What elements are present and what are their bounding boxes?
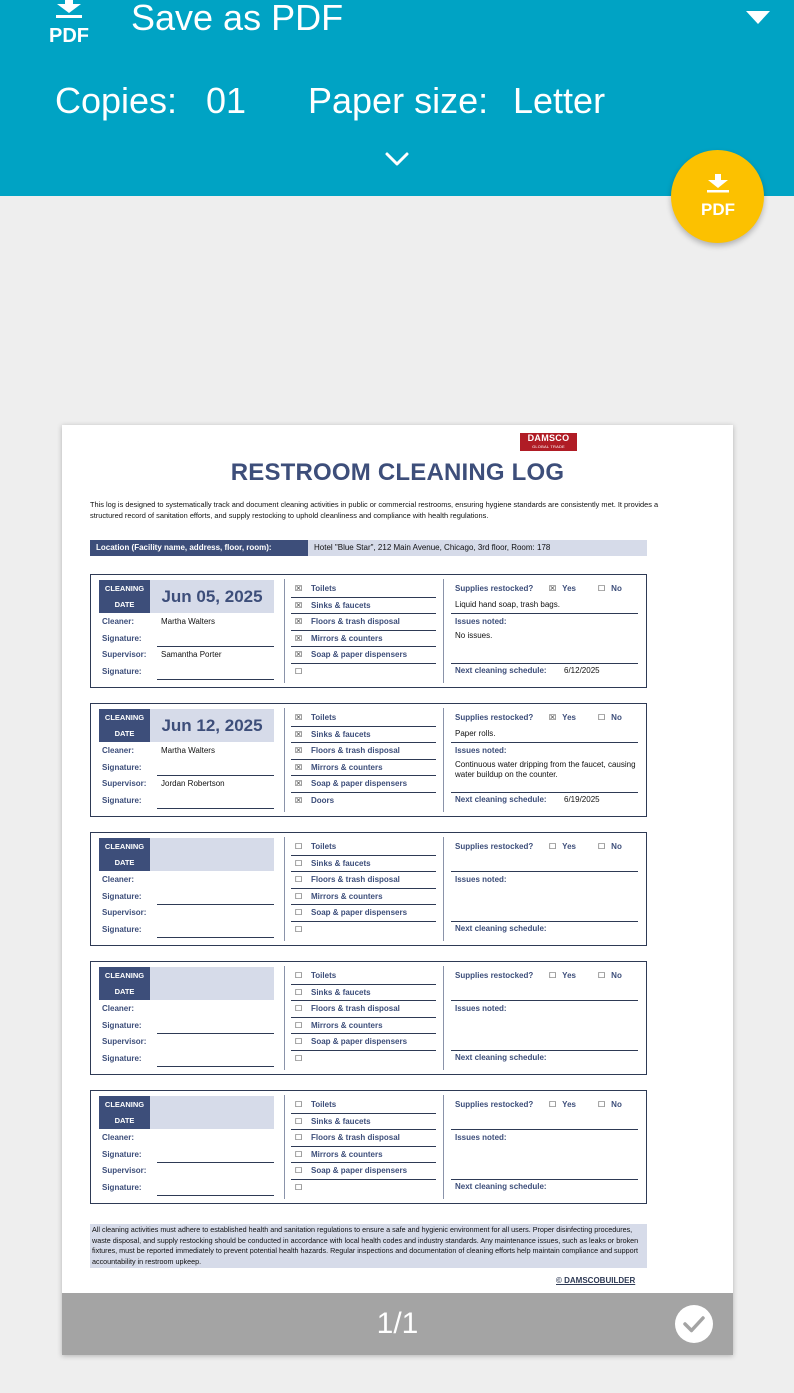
yes-label: Yes <box>562 971 576 980</box>
task-checkbox <box>295 1117 435 1129</box>
page-count: 1/1 <box>376 1307 419 1340</box>
task-checkbox <box>295 779 435 791</box>
signature-line <box>157 1195 274 1196</box>
supplies-no-option <box>598 713 622 722</box>
yes-label: Yes <box>562 713 576 722</box>
signature-label: Signature: <box>102 1021 142 1030</box>
column-divider <box>284 708 285 812</box>
column-divider <box>443 579 444 683</box>
next-schedule-label: Next cleaning schedule: <box>455 1053 547 1062</box>
supplies-underline <box>451 613 638 614</box>
supplies-no-option <box>598 971 622 980</box>
checkbox-icon: ☒ <box>549 584 557 593</box>
task-checkbox <box>295 842 435 854</box>
supplies-underline <box>451 871 638 872</box>
yes-label: Yes <box>562 584 576 593</box>
supplies-underline <box>451 1000 638 1001</box>
download-pdf-button[interactable] <box>671 150 764 243</box>
task-underline <box>291 984 436 985</box>
copies-label: Copies: <box>55 80 178 121</box>
checkbox-icon: ☐ <box>598 584 606 593</box>
date-field <box>150 709 274 742</box>
checkbox-icon: ☐ <box>549 971 557 980</box>
supplies-label: Supplies restocked? <box>455 971 534 980</box>
cleaning-entry <box>90 961 647 1075</box>
checkbox-icon: ☒ <box>295 634 303 643</box>
date-value <box>150 967 274 1000</box>
supervisor-label: Supervisor: <box>102 779 147 788</box>
signature-line <box>157 904 274 905</box>
signature-label: Signature: <box>102 763 142 772</box>
task-underline <box>291 1162 436 1163</box>
checkbox-icon: ☐ <box>295 1021 303 1030</box>
task-checkbox <box>295 988 435 1000</box>
supplies-underline <box>451 742 638 743</box>
checkbox-icon: ☐ <box>295 1037 303 1046</box>
checkbox-icon: ☐ <box>295 1150 303 1159</box>
cleaning-entry <box>90 832 647 946</box>
brand-subtitle: GLOBAL TRADE <box>532 444 565 449</box>
checkbox-icon: ☐ <box>598 842 606 851</box>
supervisor-name: Samantha Porter <box>161 650 222 659</box>
supervisor-label: Supervisor: <box>102 1037 147 1046</box>
task-label: Floors & trash disposal <box>311 875 400 884</box>
checkbox-icon: ☐ <box>598 1100 606 1109</box>
checkbox-icon: ☐ <box>295 971 303 980</box>
task-label: Mirrors & counters <box>311 1021 383 1030</box>
task-underline <box>291 855 436 856</box>
checkbox-icon: ☒ <box>295 746 303 755</box>
destination-select[interactable]: Save as PDF <box>131 0 344 38</box>
next-schedule-value: 6/19/2025 <box>564 795 600 804</box>
task-underline <box>291 1113 436 1114</box>
date-field <box>150 580 274 613</box>
task-underline <box>291 921 436 922</box>
issues-underline <box>451 1050 638 1051</box>
task-label: Soap & paper dispensers <box>311 779 408 788</box>
task-checkbox <box>295 1150 435 1162</box>
column-divider <box>284 837 285 941</box>
checkbox-icon: ☐ <box>295 1004 303 1013</box>
cleaning-label: CLEANING <box>99 967 150 984</box>
checkbox-icon: ☐ <box>549 1100 557 1109</box>
task-label: Sinks & faucets <box>311 601 371 610</box>
checkbox-icon: ☐ <box>295 892 303 901</box>
signature-label: Signature: <box>102 1183 142 1192</box>
issues-underline <box>451 1179 638 1180</box>
task-checkbox <box>295 1183 435 1195</box>
task-underline <box>291 1017 436 1018</box>
column-divider <box>443 837 444 941</box>
supplies-yes-option <box>549 842 576 851</box>
checkbox-icon: ☐ <box>295 875 303 884</box>
checkbox-icon: ☐ <box>295 1054 303 1063</box>
cleaning-entry <box>90 1090 647 1204</box>
cleaning-label: CLEANING <box>99 1096 150 1113</box>
task-label: Sinks & faucets <box>311 1117 371 1126</box>
signature-label: Signature: <box>102 1150 142 1159</box>
cleaner-label: Cleaner: <box>102 1133 135 1142</box>
supplies-underline <box>451 1129 638 1130</box>
date-value <box>150 838 274 871</box>
task-checkbox <box>295 667 435 679</box>
yes-label: Yes <box>562 842 576 851</box>
task-underline <box>291 726 436 727</box>
checkbox-icon: ☐ <box>295 842 303 851</box>
checkbox-icon: ☐ <box>295 1133 303 1142</box>
checkbox-icon: ☐ <box>295 667 303 676</box>
signature-label: Signature: <box>102 796 142 805</box>
task-checkbox <box>295 892 435 904</box>
task-label: Toilets <box>311 842 337 851</box>
supplies-yes-option <box>549 584 576 593</box>
task-label: Toilets <box>311 1100 337 1109</box>
task-checkbox <box>295 730 435 742</box>
checkbox-icon: ☐ <box>295 925 303 934</box>
task-label: Doors <box>311 796 335 805</box>
issues-label: Issues noted: <box>455 617 507 626</box>
task-checkbox <box>295 601 435 613</box>
issues-label: Issues noted: <box>455 875 507 884</box>
page-preview-footer <box>62 1293 733 1355</box>
print-options-header <box>0 0 794 196</box>
task-label: Mirrors & counters <box>311 1150 383 1159</box>
checkbox-icon: ☐ <box>295 1166 303 1175</box>
credit-link[interactable]: © DAMSCOBUILDER <box>556 1276 636 1285</box>
task-label: Toilets <box>311 713 337 722</box>
signature-label: Signature: <box>102 1054 142 1063</box>
signature-label: Signature: <box>102 667 142 676</box>
cleaner-name: Martha Walters <box>161 746 215 755</box>
task-checkbox <box>295 925 435 937</box>
supervisor-label: Supervisor: <box>102 908 147 917</box>
brand-name: DAMSCO <box>527 433 570 443</box>
task-checkbox <box>295 1021 435 1033</box>
date-field <box>150 838 274 871</box>
next-schedule-label: Next cleaning schedule: <box>455 1182 547 1191</box>
cleaning-entry <box>90 703 647 817</box>
task-label: Floors & trash disposal <box>311 617 400 626</box>
cleaner-name: Martha Walters <box>161 617 215 626</box>
task-underline <box>291 1146 436 1147</box>
task-label: Sinks & faucets <box>311 988 371 997</box>
task-label: Soap & paper dispensers <box>311 908 408 917</box>
cleaner-label: Cleaner: <box>102 875 135 884</box>
next-schedule-value: 6/12/2025 <box>564 666 600 675</box>
task-underline <box>291 663 436 664</box>
issues-value: No issues. <box>455 631 493 640</box>
signature-line <box>157 1033 274 1034</box>
signature-line <box>157 1162 274 1163</box>
pdf-destination-icon[interactable] <box>44 0 94 46</box>
checkbox-icon: ☐ <box>295 1100 303 1109</box>
supplies-label: Supplies restocked? <box>455 713 534 722</box>
next-schedule-label: Next cleaning schedule: <box>455 924 547 933</box>
download-icon <box>697 174 739 218</box>
task-underline <box>291 630 436 631</box>
supplies-no-option <box>598 1100 622 1109</box>
destination-dropdown-icon[interactable] <box>746 11 770 24</box>
task-checkbox <box>295 617 435 629</box>
task-checkbox <box>295 650 435 662</box>
task-label: Sinks & faucets <box>311 859 371 868</box>
supervisor-label: Supervisor: <box>102 1166 147 1175</box>
task-label: Soap & paper dispensers <box>311 1166 408 1175</box>
date-value: Jun 12, 2025 <box>161 716 263 735</box>
cleaner-label: Cleaner: <box>102 617 135 626</box>
no-label: No <box>611 1100 622 1109</box>
date-label: DATE <box>99 726 150 742</box>
no-label: No <box>611 713 622 722</box>
issues-underline <box>451 792 638 793</box>
checkbox-icon: ☒ <box>295 650 303 659</box>
task-underline <box>291 1000 436 1001</box>
issues-underline <box>451 663 638 664</box>
column-divider <box>443 966 444 1070</box>
cleaner-label: Cleaner: <box>102 1004 135 1013</box>
task-checkbox <box>295 875 435 887</box>
task-underline <box>291 871 436 872</box>
compliance-note: All cleaning activities must adhere to established health and sanitation regulations to ensure a safe and hygienic environment for all users. Proper disinfecting procedures, waste disposal, and supply restocking should be conducted in accordance with local health codes and industry standards. Any maintenance issues, such as leaks or broken fixtures, must be reported immediately to prevent potential health hazards. Regular inspections and documentation of cleaning efforts help maintain compliance and support accountability in restroom upkeep. <box>90 1224 647 1268</box>
no-label: No <box>611 971 622 980</box>
task-checkbox <box>295 1133 435 1145</box>
task-label: Sinks & faucets <box>311 730 371 739</box>
supplies-yes-option <box>549 1100 576 1109</box>
no-label: No <box>611 842 622 851</box>
supplies-label: Supplies restocked? <box>455 842 534 851</box>
column-divider <box>284 1095 285 1199</box>
task-underline <box>291 1033 436 1034</box>
document-page-preview[interactable] <box>62 425 733 1355</box>
task-underline <box>291 888 436 889</box>
date-label: DATE <box>99 855 150 871</box>
checkbox-icon: ☒ <box>549 713 557 722</box>
task-checkbox <box>295 1004 435 1016</box>
yes-label: Yes <box>562 1100 576 1109</box>
checkbox-icon: ☒ <box>295 617 303 626</box>
supplies-no-option <box>598 842 622 851</box>
date-label: DATE <box>99 1113 150 1129</box>
checkbox-icon: ☒ <box>295 601 303 610</box>
supplies-detail: Paper rolls. <box>455 729 496 738</box>
task-checkbox <box>295 1166 435 1178</box>
task-label: Soap & paper dispensers <box>311 1037 408 1046</box>
checkbox-icon: ☐ <box>295 1183 303 1192</box>
chevron-down-icon[interactable] <box>384 150 410 168</box>
task-label: Toilets <box>311 971 337 980</box>
supplies-label: Supplies restocked? <box>455 584 534 593</box>
task-checkbox <box>295 746 435 758</box>
signature-line <box>157 679 274 680</box>
task-checkbox <box>295 908 435 920</box>
task-underline <box>291 646 436 647</box>
task-label: Mirrors & counters <box>311 763 383 772</box>
task-underline <box>291 904 436 905</box>
task-label: Floors & trash disposal <box>311 1133 400 1142</box>
task-underline <box>291 1179 436 1180</box>
task-label: Mirrors & counters <box>311 634 383 643</box>
task-label: Mirrors & counters <box>311 892 383 901</box>
task-label: Soap & paper dispensers <box>311 650 408 659</box>
task-checkbox <box>295 634 435 646</box>
issues-underline <box>451 921 638 922</box>
task-underline <box>291 613 436 614</box>
page-selected-check-icon[interactable] <box>674 1304 714 1344</box>
task-checkbox <box>295 796 435 808</box>
checkbox-icon: ☒ <box>295 584 303 593</box>
supplies-no-option <box>598 584 622 593</box>
checkbox-icon: ☒ <box>295 779 303 788</box>
checkbox-icon: ☐ <box>598 971 606 980</box>
next-schedule-label: Next cleaning schedule: <box>455 666 547 675</box>
cleaning-entry <box>90 574 647 688</box>
supervisor-name: Jordan Robertson <box>161 779 225 788</box>
supplies-label: Supplies restocked? <box>455 1100 534 1109</box>
column-divider <box>284 579 285 683</box>
issues-value: Continuous water dripping from the faucet, causing water buildup on the counter. <box>455 760 636 779</box>
task-checkbox <box>295 763 435 775</box>
task-underline <box>291 775 436 776</box>
task-label: Floors & trash disposal <box>311 1004 400 1013</box>
pdf-icon-text: PDF <box>49 25 89 46</box>
checkbox-icon: ☐ <box>549 842 557 851</box>
task-underline <box>291 759 436 760</box>
task-underline <box>291 742 436 743</box>
checkbox-icon: ☐ <box>295 859 303 868</box>
task-underline <box>291 792 436 793</box>
task-checkbox <box>295 584 435 596</box>
supplies-yes-option <box>549 971 576 980</box>
brand-logo <box>520 433 577 451</box>
column-divider <box>443 708 444 812</box>
supplies-detail: Liquid hand soap, trash bags. <box>455 600 560 609</box>
paper-size-label: Paper size: <box>308 80 489 121</box>
task-checkbox <box>295 713 435 725</box>
date-label: DATE <box>99 984 150 1000</box>
task-checkbox <box>295 1054 435 1066</box>
task-label: Floors & trash disposal <box>311 746 400 755</box>
task-label: Toilets <box>311 584 337 593</box>
checkbox-icon: ☒ <box>295 796 303 805</box>
signature-line <box>157 646 274 647</box>
signature-label: Signature: <box>102 892 142 901</box>
checkbox-icon: ☐ <box>598 713 606 722</box>
fab-label: PDF <box>701 200 735 218</box>
date-field <box>150 967 274 1000</box>
cleaning-label: CLEANING <box>99 709 150 726</box>
signature-label: Signature: <box>102 634 142 643</box>
checkbox-icon: ☐ <box>295 1117 303 1126</box>
date-field <box>150 1096 274 1129</box>
copies-input[interactable]: 01 <box>206 80 247 121</box>
task-underline <box>291 1129 436 1130</box>
location-label: Location (Facility name, address, floor, room): <box>90 540 308 556</box>
column-divider <box>284 966 285 1070</box>
column-divider <box>443 1095 444 1199</box>
task-checkbox <box>295 971 435 983</box>
task-checkbox <box>295 1100 435 1112</box>
signature-line <box>157 808 274 809</box>
task-underline <box>291 1050 436 1051</box>
cleaning-label: CLEANING <box>99 838 150 855</box>
date-label: DATE <box>99 597 150 613</box>
supervisor-label: Supervisor: <box>102 650 147 659</box>
task-checkbox <box>295 859 435 871</box>
supplies-yes-option <box>549 713 576 722</box>
location-row <box>90 540 647 556</box>
date-value: Jun 05, 2025 <box>161 587 263 606</box>
signature-line <box>157 1066 274 1067</box>
cleaning-label: CLEANING <box>99 580 150 597</box>
checkbox-icon: ☐ <box>295 908 303 917</box>
issues-label: Issues noted: <box>455 746 507 755</box>
cleaner-label: Cleaner: <box>102 746 135 755</box>
signature-line <box>157 775 274 776</box>
date-value <box>150 1096 274 1129</box>
issues-label: Issues noted: <box>455 1004 507 1013</box>
task-underline <box>291 597 436 598</box>
document-intro: This log is designed to systematically track and document cleaning activities in public or commercial restrooms, ensuring hygiene standards are consistently met. It provides a structured record of sanitation efforts, and supply restocking to uphold cleanliness and compliance with health regulations. <box>90 500 659 520</box>
location-value: Hotel "Blue Star", 212 Main Avenue, Chicago, 3rd floor, Room: 178 <box>308 540 647 556</box>
no-label: No <box>611 584 622 593</box>
issues-label: Issues noted: <box>455 1133 507 1142</box>
checkbox-icon: ☒ <box>295 713 303 722</box>
paper-size-select[interactable]: Letter <box>513 80 606 121</box>
signature-line <box>157 937 274 938</box>
checkbox-icon: ☒ <box>295 730 303 739</box>
signature-label: Signature: <box>102 925 142 934</box>
task-checkbox <box>295 1037 435 1049</box>
document-title: RESTROOM CLEANING LOG <box>230 459 565 486</box>
checkbox-icon: ☒ <box>295 763 303 772</box>
next-schedule-label: Next cleaning schedule: <box>455 795 547 804</box>
checkbox-icon: ☐ <box>295 988 303 997</box>
